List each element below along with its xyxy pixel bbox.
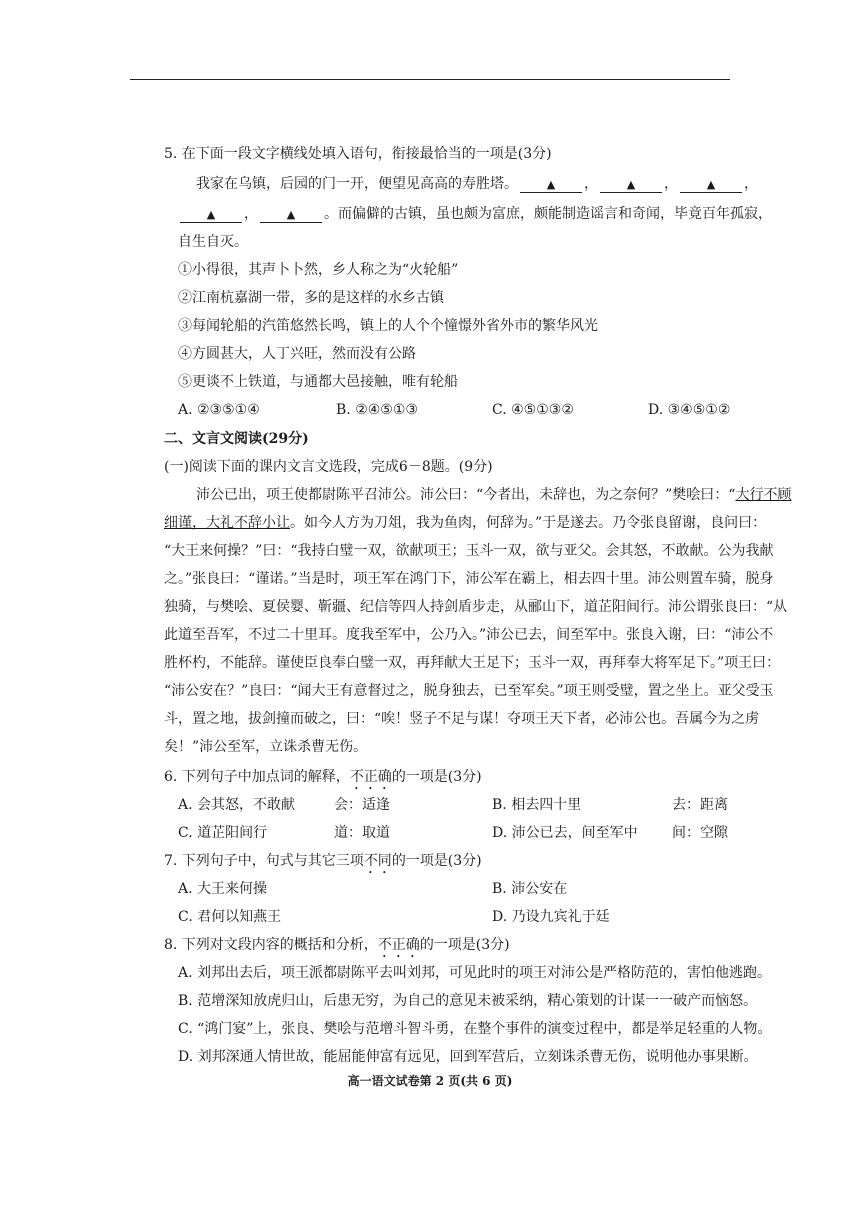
q6-stem-text: 的一项是(3分)	[391, 769, 482, 785]
q6-option-d: D. 沛公已去，间至军中	[492, 825, 638, 841]
section-subtitle: (一)阅读下面的课内文言文选段，完成6－8题。(9分)	[164, 459, 493, 475]
q6-option-b: B. 相去四十里	[492, 797, 582, 813]
q5-sentence-3: ③每闻轮船的汽笛悠然长鸣，镇上的人个个憧憬外省外市的繁华风光	[178, 318, 598, 334]
passage-line-5: 独骑，与樊哙、夏侯婴、靳疆、纪信等四人持剑盾步走，从郦山下，道芷阳间行。沛公谓张良曰：“从	[164, 599, 788, 615]
passage-line-8: “沛公安在？”良曰：“闻大王有意督过之，脱身独去，已至军矣。”项王则受璧，置之坐上。亚父受玉	[164, 683, 774, 699]
q5-passage-text: 。而偏僻的古镇，虽也颇为富庶，颇能制造谣言和奇闻，毕竟百年孤寂，	[324, 206, 772, 222]
q6-option-a-gloss: 会：适逢	[334, 797, 390, 813]
q8-option-d: D. 刘邦深通人情世故，能屈能伸富有远见，回到军营后，立刻诛杀曹无伤，说明他办事果断。	[178, 1049, 758, 1065]
q5-option-c: C. ④⑤①③②	[492, 402, 574, 418]
q5-sentence-2: ②江南杭嘉湖一带，多的是这样的水乡古镇	[178, 290, 444, 306]
passage-line-7: 胜杯杓，不能辞。谨使臣良奉白璧一双，再拜献大王足下；玉斗一双，再拜奉大将军足下。”项王曰：	[164, 655, 781, 671]
q5-option-a: A. ②③⑤①④	[178, 402, 260, 418]
q5-sentence-1: ①小得很，其声卜卜然，乡人称之为“火轮船”	[178, 262, 459, 278]
passage-line-2	[164, 514, 766, 532]
q8-stem	[164, 936, 510, 961]
q6-stem-emphasis: 不正确	[349, 769, 392, 785]
q7-option-b: B. 沛公安在	[492, 881, 568, 897]
q5-stem: 5. 在下面一段文字横线处填入语句，衔接最恰当的一项是(3分)	[164, 146, 552, 162]
q6-option-c: C. 道芷阳间行	[178, 825, 268, 841]
header-rule	[130, 79, 730, 80]
q6-option-a: A. 会其怒，不敢献	[178, 797, 296, 813]
passage-line-4: 之。”张良曰：“谨诺。”当是时，项王军在鸿门下，沛公军在霸上，相去四十里。沛公则置车骑，脱身	[164, 571, 774, 587]
q5-passage-line-2: ▲ ， ▲ 。而偏僻的古镇，虽也颇为富庶，颇能制造谣言和奇闻，毕竟百年孤寂，	[178, 205, 772, 223]
passage-line-6: 此道至吾军，不过二十里耳。度我至军中，公乃入。”沛公已去，间至军中。张良入谢，曰：“沛公不	[164, 627, 774, 643]
passage-line-9: 斗，置之地，拔剑撞而破之，曰：“唉！竖子不足与谋！夺项王天下者，必沛公也。吾属今为之虏	[164, 711, 760, 727]
q5-sentence-4: ④方圆甚大，人丁兴旺，然而没有公路	[178, 346, 416, 362]
answer-blank: ▲	[180, 208, 242, 223]
section-title: 二、文言文阅读(29分)	[164, 431, 309, 447]
page-footer: 高一语文试卷第 2 页(共 6 页)	[347, 1074, 513, 1088]
q7-stem-emphasis: 不同	[363, 853, 392, 869]
q6-stem	[164, 768, 482, 793]
q5-option-d: D. ③④⑤①②	[648, 402, 731, 418]
q5-passage-text: 我家在乌镇，后园的门一开，便望见高高的寿胜塔。	[196, 176, 518, 192]
q8-option-b: B. 范增深知放虎归山，后患无穷，为自己的意见未被采纳，精心策划的计谋一一破产而恼怒。	[178, 993, 758, 1009]
q7-option-d: D. 乃设九宾礼于廷	[492, 909, 610, 925]
answer-blank: ▲	[520, 178, 582, 193]
q8-stem-text: 8. 下列对文段内容的概括和分析，	[164, 937, 378, 953]
q8-option-c: C. “鸿门宴”上，张良、樊哙与范增斗智斗勇，在整个事件的演变过程中，都是举足轻重的人物。	[178, 1021, 772, 1037]
passage-line-1	[196, 486, 791, 504]
passage-line-10: 矣！”沛公至军，立诛杀曹无伤。	[164, 739, 368, 755]
q5-passage-line-3: 自生自灭。	[178, 234, 248, 250]
q6-stem-text: 6. 下列句子中加点词的解释，	[164, 769, 350, 785]
answer-blank: ▲	[600, 178, 662, 193]
passage-text: 。如今人方为刀俎，我为鱼肉，何辞为。”于是遂去。乃令张良留谢，良问曰：	[290, 515, 767, 531]
q8-stem-emphasis: 不正确	[377, 937, 420, 953]
underlined-phrase: 大行不顾	[735, 487, 792, 503]
q7-option-a: A. 大王来何操	[178, 881, 268, 897]
q6-option-d-gloss: 间：空隙	[672, 825, 728, 841]
answer-blank: ▲	[260, 208, 322, 223]
q5-option-b: B. ②④⑤①③	[336, 402, 418, 418]
underlined-phrase: 细谨，大礼不辞小让	[164, 515, 290, 531]
q6-option-b-gloss: 去：距离	[672, 797, 728, 813]
q7-stem-text: 的一项是(3分)	[391, 853, 482, 869]
q7-stem-text: 7. 下列句子中，句式与其它三项	[164, 853, 364, 869]
q5-sentence-5: ⑤更谈不上铁道，与通都大邑接触，唯有轮船	[178, 374, 458, 390]
passage-line-3: “大王来何操？”曰：“我持白璧一双，欲献项王；玉斗一双，欲与亚父。会其怒，不敢献。公为我献	[164, 543, 774, 559]
answer-blank: ▲	[680, 178, 742, 193]
passage-text: 沛公已出，项王使都尉陈平召沛公。沛公曰：“今者出，未辞也，为之奈何？”樊哙曰：“	[196, 487, 736, 503]
q5-passage-line-1: 我家在乌镇，后园的门一开，便望见高高的寿胜塔。 ▲ ， ▲ ， ▲ ，	[196, 176, 758, 192]
q7-stem	[164, 852, 482, 877]
q7-option-c: C. 君何以知燕王	[178, 909, 282, 925]
q8-option-a: A. 刘邦出去后，项王派都尉陈平去叫刘邦，可见此时的项王对沛公是严格防范的，害怕他逃跑。	[178, 965, 772, 981]
q8-stem-text: 的一项是(3分)	[419, 937, 510, 953]
q6-option-c-gloss: 道：取道	[334, 825, 390, 841]
